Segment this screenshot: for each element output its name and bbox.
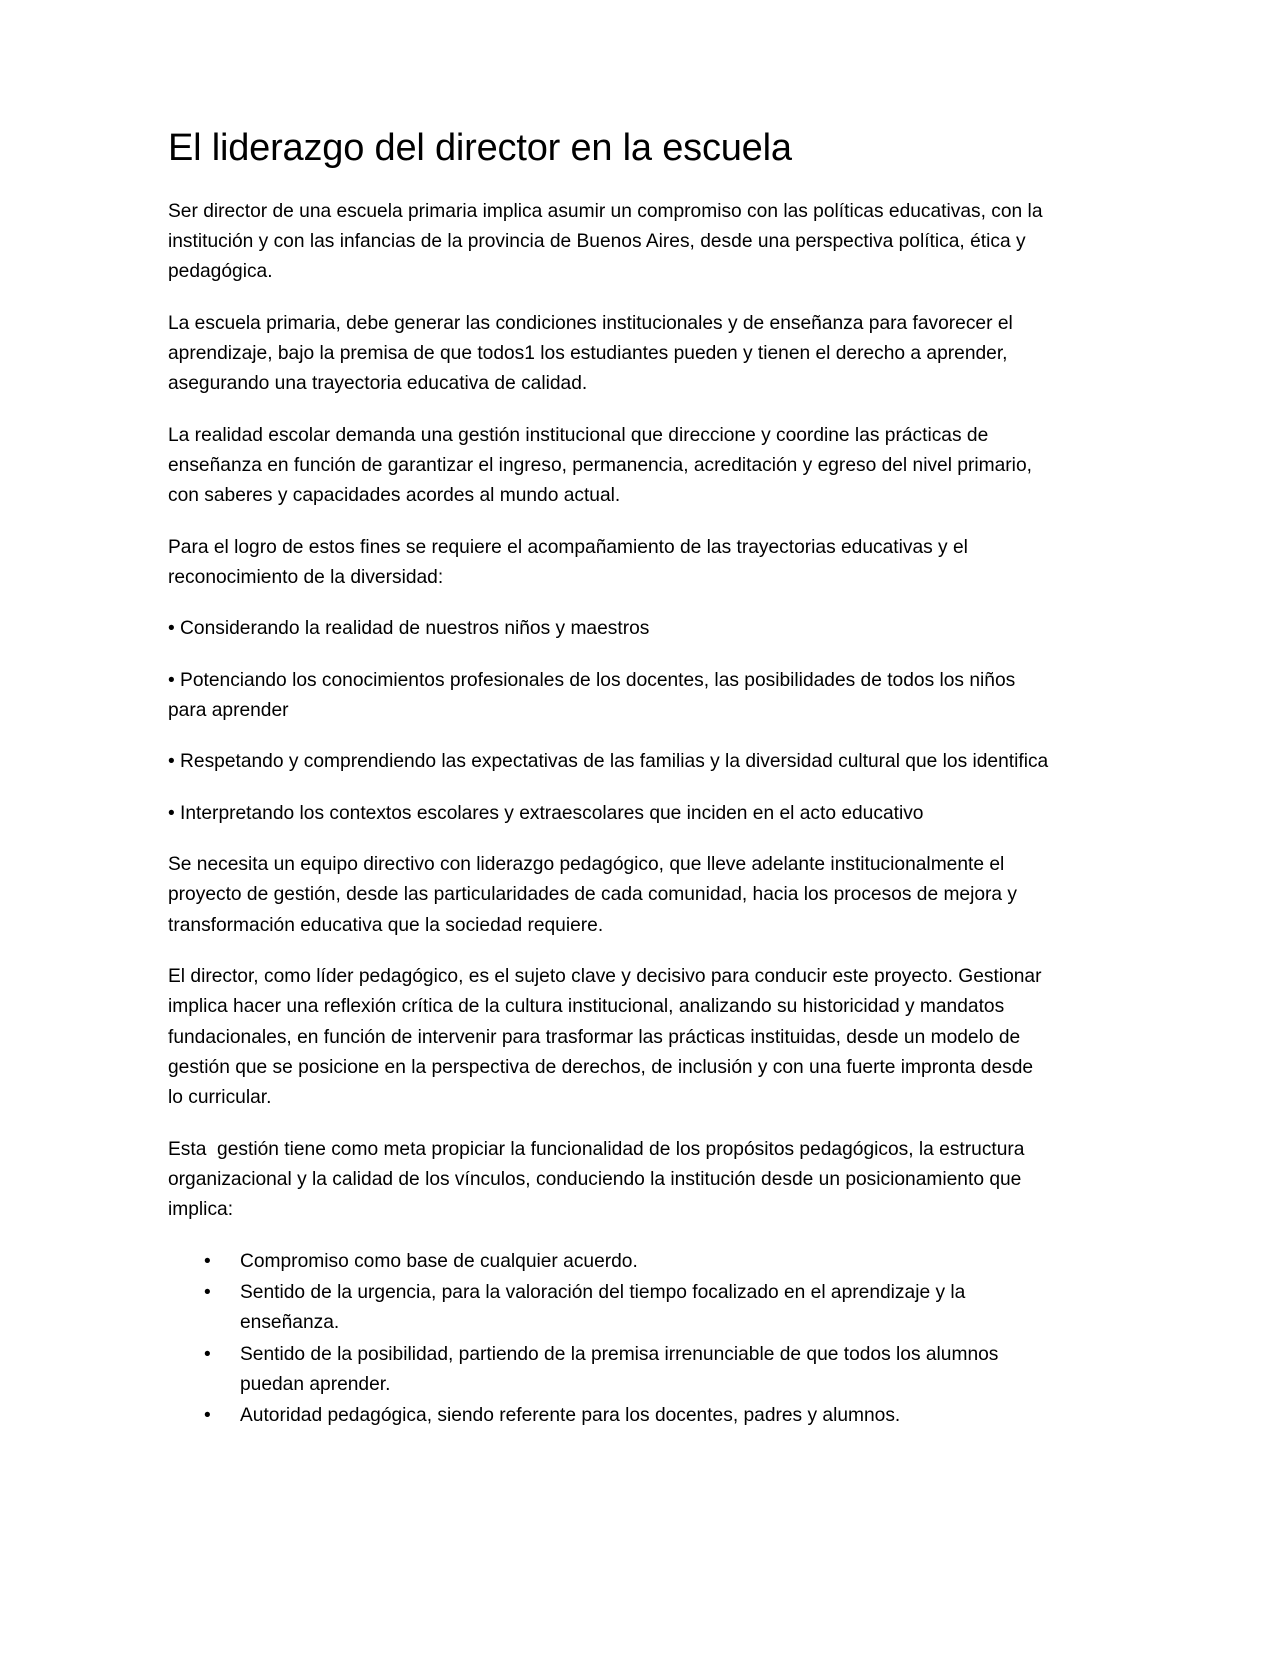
list-item xyxy=(168,1278,1052,1339)
bullet-icon: • xyxy=(204,1405,211,1427)
list-item xyxy=(168,1401,1052,1431)
paragraph-esta-gestion: Esta gestión tiene como meta propiciar la funcionalidad de los propósitos pedagógicos, la estructura organizacional y la calidad de los vínculos, conduciendo la institución desde un posicionamiento que implica: xyxy=(168,1138,1030,1221)
list-item-label: Sentido de la posibilidad, partiendo de la premisa irrenunciable de que todos los alumnos puedan aprender. xyxy=(240,1343,999,1395)
paragraph-intro: Ser director de una escuela primaria implica asumir un compromiso con las políticas educativas, con la institución y con las infancias de la provincia de Buenos Aires, desde una perspectiva política, ética y pedagógica. xyxy=(168,200,1048,283)
inline-bullet-considerando: • Considerando la realidad de nuestros niños y maestros xyxy=(168,618,650,640)
bullet-icon: • xyxy=(204,1250,211,1272)
list-item xyxy=(168,1340,1052,1401)
paragraph-realidad-escolar: La realidad escolar demanda una gestión institucional que direccione y coordine las prácticas de enseñanza en función de garantizar el ingreso, permanencia, acreditación y egreso del nivel primario, con saberes y capacidades acordes al mundo actual. xyxy=(168,424,1038,507)
document-body xyxy=(168,126,1052,1433)
bullet-icon: • xyxy=(204,1343,211,1365)
bullet-icon: • xyxy=(204,1282,211,1304)
paragraph-escuela-primaria: La escuela primaria, debe generar las condiciones institucionales y de enseñanza para favorecer el aprendizaje, bajo la premisa de que todos1 los estudiantes pueden y tienen el derecho a aprender, asegurando una trayectoria educativa de calidad. xyxy=(168,312,1019,395)
inline-bullet-potenciando: • Potenciando los conocimientos profesionales de los docentes, las posibilidades de todos los niños para aprender xyxy=(168,669,1021,722)
requirements-list xyxy=(168,1247,1052,1432)
inline-bullet-interpretando: • Interpretando los contextos escolares y extraescolares que inciden en el acto educativo xyxy=(168,802,924,824)
list-item-label: Sentido de la urgencia, para la valoración del tiempo focalizado en el aprendizaje y la enseñanza. xyxy=(240,1282,966,1334)
inline-bullet-respetando: • Respetando y comprendiendo las expectativas de las familias y la diversidad cultural que los identifica xyxy=(168,751,1049,773)
paragraph-director-lider: El director, como líder pedagógico, es el sujeto clave y decisivo para conducir este proyecto. Gestionar implica hacer una reflexión crítica de la cultura institucional, analizando su historicidad y mandatos fundacionales, en función de intervenir para trasformar las prácticas instituidas, desde un modelo de gestión que se posicione en la perspectiva de derechos, de inclusión y con una fuerte impronta desde lo curricular. xyxy=(168,966,1047,1109)
paragraph-equipo-directivo: Se necesita un equipo directivo con liderazgo pedagógico, que lleve adelante institucionalmente el proyecto de gestión, desde las particularidades de cada comunidad, hacia los procesos de mejora y transformación educativa que la sociedad requiere. xyxy=(168,854,1023,936)
paragraph-logro-de-fines: Para el logro de estos fines se requiere el acompañamiento de las trayectorias educativas y el reconocimiento de la diversidad: xyxy=(168,536,974,589)
list-item-label: Compromiso como base de cualquier acuerdo. xyxy=(240,1250,638,1272)
page-title: El liderazgo del director en la escuela xyxy=(168,127,792,169)
list-item-label: Autoridad pedagógica, siendo referente para los docentes, padres y alumnos. xyxy=(240,1405,901,1427)
list-item xyxy=(168,1247,1052,1277)
